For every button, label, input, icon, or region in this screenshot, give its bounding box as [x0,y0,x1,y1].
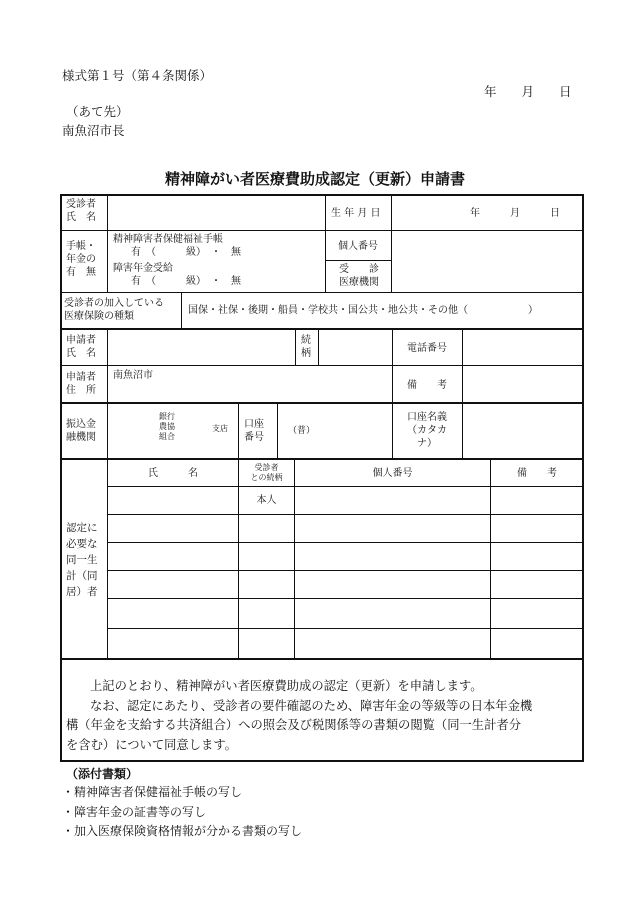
insurance-options[interactable]: 国保・社保・後期・船員・学校共・国公共・地公共・その他（ ） [188,305,538,316]
clinic-label: 受 診 医療機関 [339,264,379,288]
insurance-type-label: 受診者の加入している 医療保険の種類 [64,298,164,322]
list-item: ・加入医療保険資格情報が分かる書類の写し [62,824,303,838]
applicant-address-input[interactable]: 南魚沼市 [113,370,153,381]
col-my-number: 個人番号 [372,468,413,479]
first-row-relation: 本人 [256,495,277,506]
patient-name-input[interactable] [108,196,324,229]
applicant-name-label: 申請者 氏 名 [66,335,96,359]
handbook-pension-label: 手帳・ 年金の 有 無 [66,241,96,278]
relation-label: 続 柄 [301,335,311,359]
branch-label: 支店 [212,424,228,433]
account-number-label: 口座 番号 [244,419,264,443]
applicant-name-input[interactable] [108,331,294,364]
col-remarks: 備 考 [517,468,557,479]
birth-date-input[interactable]: 年 月 日 [470,208,560,219]
attachments-list [62,783,302,842]
addressee: 南魚沼市長 [62,123,125,138]
form-number: 様式第１号（第４条関係） [62,68,213,83]
addressee-prefix: （あて先） [66,104,129,119]
my-number-input[interactable] [392,231,582,291]
account-holder-input[interactable] [463,405,582,457]
remarks-label: 備 考 [407,380,447,391]
account-type[interactable]: （普） [288,426,316,436]
remarks-input[interactable] [463,367,582,401]
phone-input[interactable] [463,331,582,364]
declaration-text: 上記のとおり、精神障がい者医療費助成の認定（更新）を申請します。 なお、認定にあたり、受診者の要件確認のため、障害年金の等級等の日本年金機 構（年金を支給する共済組合）への照会及び税関係等の書類の閲覧（同一生計者分 を含む）について同意します。 [66,679,533,752]
patient-name-label: 受診者 氏 名 [66,199,96,223]
pension-option[interactable]: 障害年金受給 有 （ 級） ・ 無 [113,263,241,287]
date-field[interactable]: 年 月 日 [484,84,572,99]
bank-type[interactable]: 銀行 農協 組合 [159,412,175,441]
applicant-address-label: 申請者 住 所 [66,372,96,396]
attachments-heading: （添付書類） [66,767,139,781]
handbook-option[interactable]: 精神障害者保健福祉手帳 有 （ 級） ・ 無 [113,234,241,258]
account-holder-label: 口座名義 （カタカ ナ） [407,412,447,449]
household-side-label: 認定に 必要な 同一生 計（同 居）者 [66,522,98,598]
list-item: ・障害年金の証書等の写し [62,804,207,819]
col-relation: 受診者 との続柄 [250,463,283,482]
birth-date-label: 生 年 月 日 [331,208,381,219]
col-name: 氏 名 [148,468,198,479]
my-number-label: 個人番号 [338,241,378,252]
list-item: ・精神障害者保健福祉手帳の写し [62,785,243,799]
phone-label: 電話番号 [407,343,447,354]
relation-input[interactable] [319,331,391,364]
bank-label: 振込金 融機関 [66,419,96,443]
page-title: 精神障がい者医療費助成認定（更新）申請書 [164,170,465,188]
